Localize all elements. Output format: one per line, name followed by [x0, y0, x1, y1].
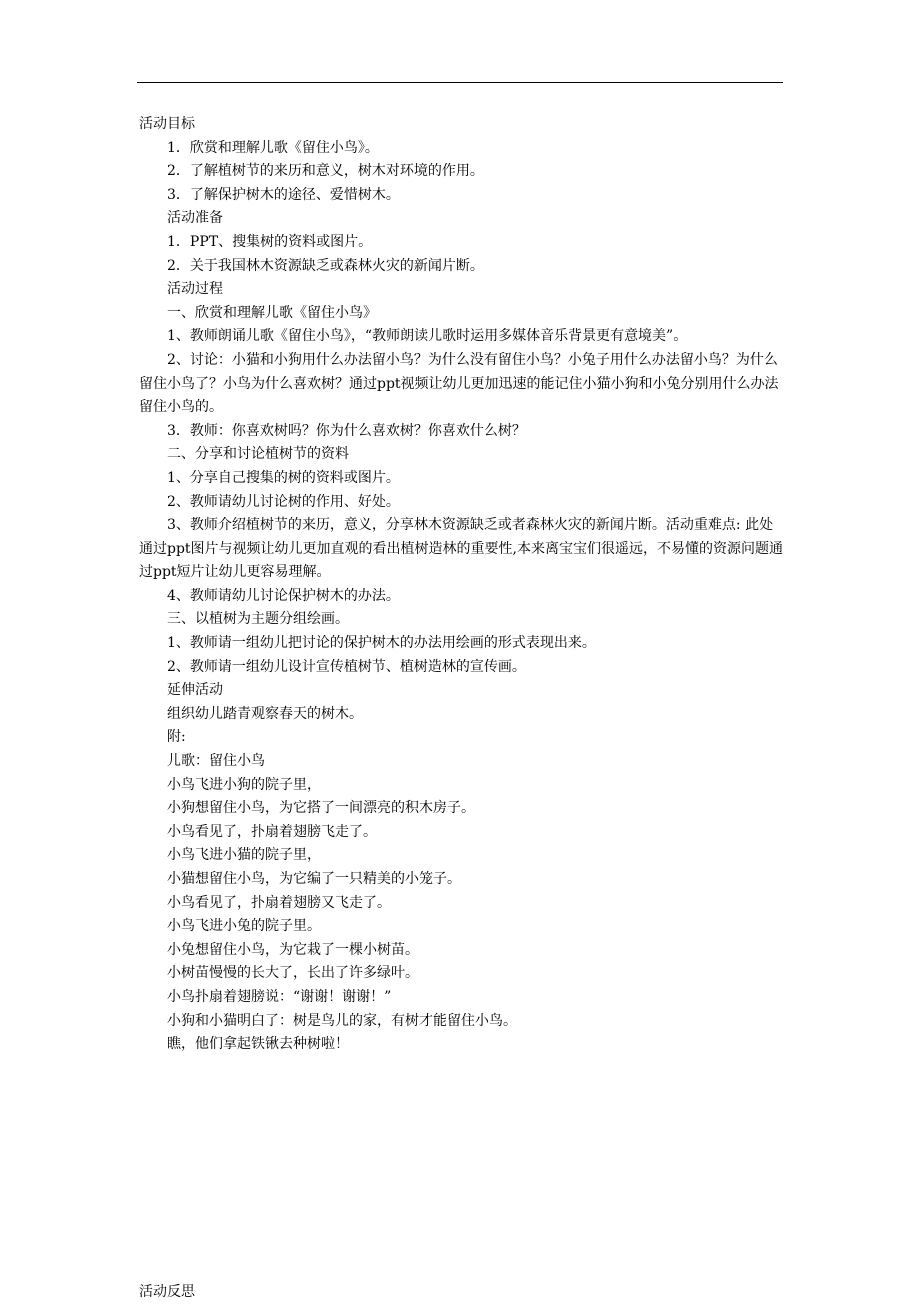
process-step: 2、教师请幼儿讨论树的作用、好处。	[167, 493, 400, 510]
heading-activity-preparation: 活动准备	[167, 210, 223, 227]
heading-activity-process: 活动过程	[167, 281, 223, 298]
process-step: 3．教师：你喜欢树吗？你为什么喜欢树？你喜欢什么树？	[167, 422, 526, 439]
heading-extension-activity: 延伸活动	[167, 682, 223, 699]
goal-item-1: 1．欣赏和理解儿歌《留住小鸟》。	[167, 139, 379, 156]
poem-line: 瞧，他们拿起铁锹去种树啦！	[167, 1036, 349, 1053]
process-step: 1、教师请一组幼儿把讨论的保护树木的办法用绘画的形式表现出来。	[167, 635, 596, 652]
poem-line: 小鸟飞进小猫的院子里，	[167, 847, 321, 864]
goal-item-3: 3．了解保护树木的途径、爱惜树木。	[167, 186, 400, 203]
goal-item-2: 2．了解植树节的来历和意义，树木对环境的作用。	[167, 163, 484, 180]
heading-activity-goals: 活动目标	[139, 116, 195, 132]
spacer	[139, 1057, 783, 1281]
extension-text: 组织幼儿踏青观察春天的树木。	[167, 705, 363, 722]
process-step: 1、教师朗诵儿歌《留住小鸟》，“教师朗读儿歌时运用多媒体音乐背景更有意境美”。	[167, 328, 688, 345]
header-rule	[137, 82, 783, 83]
poem-line: 小兔想留住小鸟，为它栽了一棵小树苗。	[167, 941, 419, 958]
poem-line: 小鸟飞进小兔的院子里。	[167, 918, 321, 935]
process-step: 1、分享自己搜集的树的资料或图片。	[167, 469, 400, 486]
appendix-label: 附:	[167, 729, 186, 746]
process-section-1: 一、欣赏和理解儿歌《留住小鸟》	[167, 304, 377, 321]
poem-title: 儿歌：留住小鸟	[167, 753, 265, 770]
poem-line: 小鸟看见了，扑扇着翅膀又飞走了。	[167, 894, 391, 911]
prep-item-2: 2．关于我国林木资源缺乏或森林火灾的新闻片断。	[167, 257, 484, 274]
process-section-3: 三、以植树为主题分组绘画。	[167, 611, 349, 628]
process-section-2: 二、分享和讨论植树节的资料	[167, 446, 349, 463]
heading-activity-reflection: 活动反思	[139, 1283, 195, 1300]
poem-line: 小猫想留住小鸟，为它编了一只精美的小笼子。	[167, 871, 461, 887]
poem-line: 小狗和小猫明白了：树是鸟儿的家，有树才能留住小鸟。	[167, 1012, 517, 1029]
process-step: 3、教师介绍植树节的来历，意义，分享林木资源缺乏或者森林火灾的新闻片断。活动重难点: 此处通过ppt图片与视频让幼儿更加直观的看出植树造林的重要性,本来离宝宝们很遥远，不易懂的资源问题通过ppt短片让幼儿更容易理解。	[139, 517, 783, 581]
document-body	[139, 113, 783, 1304]
process-step: 2、教师请一组幼儿设计宣传植树节、植树造林的宣传画。	[167, 658, 526, 675]
poem-line: 小狗想留住小鸟，为它搭了一间漂亮的积木房子。	[167, 800, 475, 817]
poem-line: 小树苗慢慢的长大了，长出了许多绿叶。	[167, 965, 419, 982]
poem-line: 小鸟看见了，扑扇着翅膀飞走了。	[167, 823, 377, 840]
poem-line: 小鸟飞进小狗的院子里，	[167, 776, 321, 793]
process-step: 4、教师请幼儿讨论保护树木的办法。	[167, 587, 400, 604]
process-step: 2、讨论：小猫和小狗用什么办法留小鸟？为什么没有留住小鸟？小兔子用什么办法留小鸟？为什么留住小鸟了？小鸟为什么喜欢树？通过ppt视频让幼儿更加迅速的能记住小猫小狗和小兔分别用什么办法留住小鸟的。	[139, 351, 779, 416]
poem-line: 小鸟扑扇着翅膀说：“谢谢！谢谢！”	[167, 988, 392, 1005]
prep-item-1: 1．PPT、搜集树的资料或图片。	[167, 233, 373, 250]
